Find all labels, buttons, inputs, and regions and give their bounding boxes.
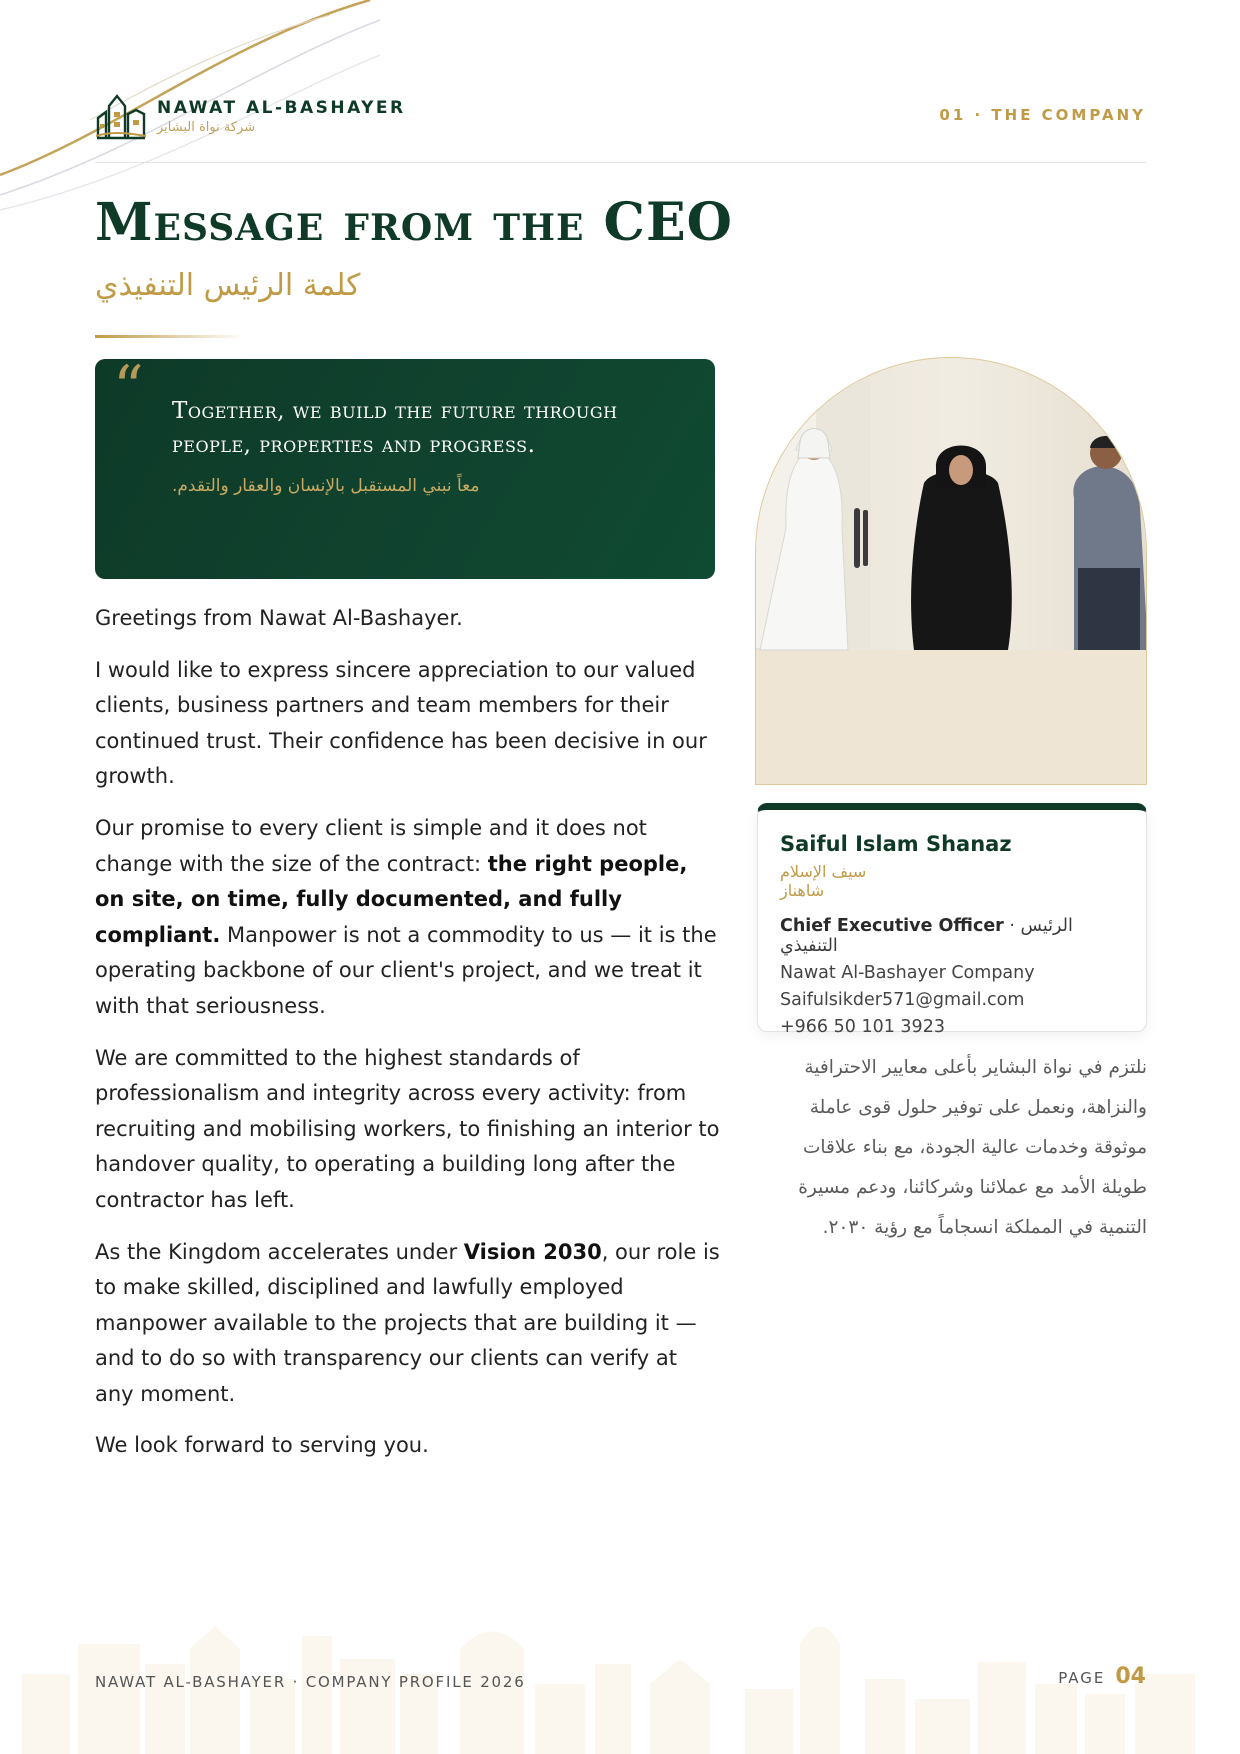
body-paragraph-promise <box>95 811 720 1025</box>
vision-text-end: , our role is to make skilled, disciplined and lawfully employed manpower available to the projects that are building it — and to do so with transparency our clients can verify at any moment. <box>95 1239 720 1406</box>
page-title: Message from the CEO <box>95 192 733 253</box>
quote-text-ar: معاً نبني المستقبل بالإنسان والعقار والتقدم. <box>172 476 480 496</box>
ceo-name-ar: سيف الإسلام شاهناز <box>780 862 867 900</box>
body-paragraph-closing: We look forward to serving you. <box>95 1433 429 1458</box>
ceo-company: Nawat Al-Bashayer Company <box>780 963 1035 983</box>
section-label: 01 · THE COMPANY <box>939 106 1146 124</box>
ceo-phone[interactable]: +966 50 101 3923 <box>780 1017 945 1037</box>
brand-logo <box>95 92 406 140</box>
vision-text-start: As the Kingdom accelerates under <box>95 1239 464 1264</box>
brand-name-ar: شركة نواة البشاير <box>157 119 256 135</box>
title-underline <box>95 335 245 338</box>
body-paragraph-appreciation: I would like to express sincere appreciation to our valued clients, business partners and team members for their continued trust. Their confidence has been decisive in our growth. <box>95 657 707 789</box>
arabic-commitment-paragraph: نلتزم في نواة البشاير بأعلى معايير الاحترافية والنزاهة، ونعمل على توفير حلول قوى عاملة موثوقة وخدمات عالية الجودة، مع بناء علاقات طويلة الأمد مع عملائنا وشركائنا، ودعم مسيرة التنمية في المملكة انسجاماً مع رؤية ٢٠٣٠. <box>798 1057 1147 1238</box>
quote-box <box>95 353 715 579</box>
promise-highlight: the right people, on site, on time, fully documented, and fully compliant. <box>95 851 688 947</box>
ceo-email-link[interactable]: Saifulsikder571@gmail.com <box>780 990 1025 1010</box>
team-photo <box>755 357 1147 785</box>
ceo-message-body <box>95 601 720 1480</box>
page-word: PAGE <box>1058 1669 1106 1687</box>
quote-mark-icon: “ <box>113 353 144 423</box>
footer-company-profile: NAWAT AL-BASHAYER · COMPANY PROFILE 2026 <box>95 1673 526 1691</box>
ceo-role-separator: · <box>1003 916 1021 936</box>
ceo-role <box>780 916 1124 956</box>
quote-text-en: Together, we build the future through people, properties and progress. <box>172 398 618 458</box>
footer-page-indicator <box>1058 1664 1146 1689</box>
page-number: 04 <box>1115 1664 1146 1689</box>
brand-text <box>157 98 406 135</box>
promise-text-end: Manpower is not a commodity to us — it is the operating backbone of our client's project, and we treat it with that seriousness. <box>95 922 717 1018</box>
body-paragraph-vision <box>95 1235 720 1413</box>
building-logo-icon <box>95 92 147 140</box>
ceo-role-en: Chief Executive Officer <box>780 916 1004 936</box>
ceo-contact-card <box>757 803 1147 1037</box>
body-paragraph-commitment: We are committed to the highest standards of professionalism and integrity across every activity: from recruiting and mobilising workers, to finishing an interior to handover quality, to operating a building long after the contractor has left. <box>95 1045 720 1212</box>
body-paragraph-greeting: Greetings from Nawat Al-Bashayer. <box>95 606 463 630</box>
ceo-role-ar: الرئيس التنفيذي <box>780 916 1073 956</box>
team-photo-illustration <box>756 358 1147 785</box>
ceo-name: Saiful Islam Shanaz <box>780 832 1012 856</box>
promise-text-start: Our promise to every client is simple and it does not change with the size of the contract: <box>95 815 647 876</box>
header-divider <box>95 162 1146 163</box>
vision-highlight: Vision 2030 <box>463 1239 602 1264</box>
page-title-ar: كلمة الرئيس التنفيذي <box>95 268 361 303</box>
brand-name-en: NAWAT AL-BASHAYER <box>157 97 406 118</box>
